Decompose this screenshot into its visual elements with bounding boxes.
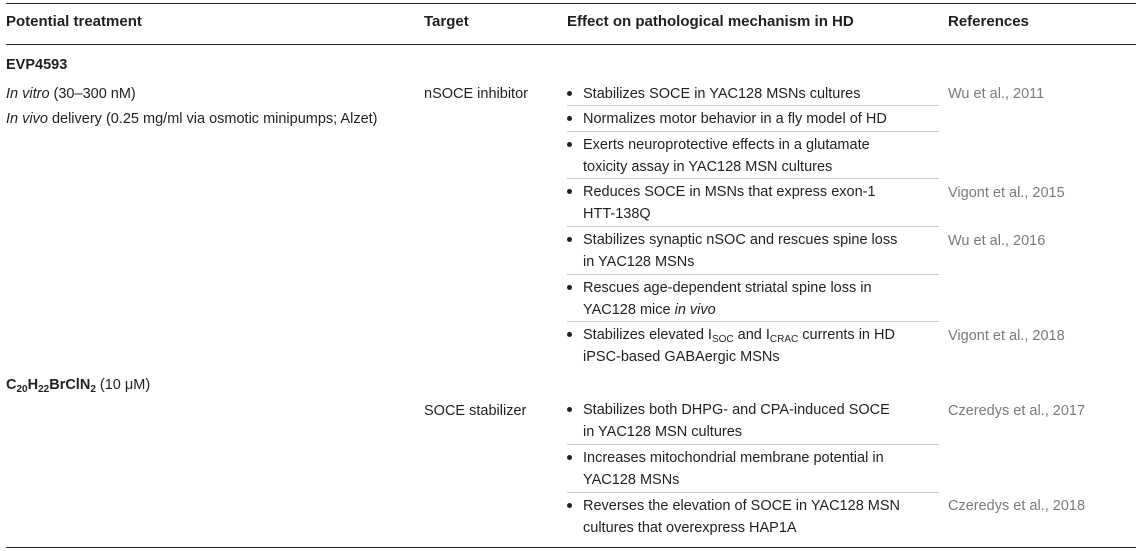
effect-italic: in vivo xyxy=(674,302,716,318)
effect-text: YAC128 MSNs xyxy=(583,472,680,488)
reference-vigont-2015: Vigont et al., 2015 xyxy=(948,185,1065,201)
formula-subscript: 20 xyxy=(16,384,28,395)
top-rule xyxy=(6,3,1136,4)
target-evp4593: nSOCE inhibitor xyxy=(424,86,528,102)
effect-separator xyxy=(567,444,939,445)
effect-text: Stabilizes synaptic nSOC and rescues spine loss xyxy=(583,232,898,248)
bullet-dot xyxy=(567,91,572,96)
effect-text: Stabilizes SOCE in YAC128 MSNs cultures xyxy=(583,86,861,102)
invitro-label: In vitro xyxy=(6,86,50,102)
reference-wu-2016: Wu et al., 2016 xyxy=(948,233,1046,249)
effect-separator xyxy=(567,226,939,227)
treatment-evp4593-invivo xyxy=(6,111,378,127)
header-treatment: Potential treatment xyxy=(6,13,142,30)
bullet-dot xyxy=(567,332,572,337)
bullet-dot xyxy=(567,503,572,508)
effect-text: currents in HD xyxy=(798,327,895,343)
compound-dose: (10 μM) xyxy=(95,377,151,393)
formula-part: BrClN xyxy=(49,377,91,393)
icrac-subscript: CRAC xyxy=(769,334,799,345)
effect-text: Reduces SOCE in MSNs that express exon-1 xyxy=(583,184,876,200)
formula-part: H xyxy=(27,377,39,393)
bullet-dot xyxy=(567,407,572,412)
effect-separator xyxy=(567,178,939,179)
invivo-label: In vivo xyxy=(6,111,48,127)
header-target: Target xyxy=(424,13,469,30)
effect-separator xyxy=(567,492,939,493)
reference-czeredys-2017: Czeredys et al., 2017 xyxy=(948,403,1086,419)
effect-text: HTT-138Q xyxy=(583,206,651,222)
effect-text: toxicity assay in YAC128 MSN cultures xyxy=(583,159,833,175)
effect-text: Stabilizes both DHPG- and CPA-induced SOCE xyxy=(583,402,890,418)
effect-text: Reverses the elevation of SOCE in YAC128 MSN xyxy=(583,498,901,514)
effect-text: Normalizes motor behavior in a fly model of HD xyxy=(583,111,887,127)
effect-text: cultures that overexpress HAP1A xyxy=(583,520,797,536)
bullet-dot xyxy=(567,285,572,290)
bullet-dot xyxy=(567,237,572,242)
effect-separator xyxy=(567,131,939,132)
bullet-dot xyxy=(567,142,572,147)
invivo-delivery: delivery (0.25 mg/ml via osmotic minipumps; Alzet) xyxy=(47,111,378,127)
compound-formula xyxy=(6,377,96,393)
header-rule xyxy=(6,44,1136,45)
effect-text: YAC128 mice xyxy=(583,302,675,318)
target-c20h22brcln2: SOCE stabilizer xyxy=(424,403,527,419)
effect-text: Stabilizes elevated I xyxy=(583,327,712,343)
effect-text: Exerts neuroprotective effects in a glutamate xyxy=(583,137,870,153)
effect-separator xyxy=(567,274,939,275)
reference-czeredys-2018: Czeredys et al., 2018 xyxy=(948,498,1086,514)
header-references: References xyxy=(948,13,1029,30)
reference-vigont-2018: Vigont et al., 2018 xyxy=(948,328,1065,344)
effect-text: in YAC128 MSNs xyxy=(583,254,695,270)
effect-text-wrap xyxy=(583,324,895,346)
effect-text: Increases mitochondrial membrane potential in xyxy=(583,450,884,466)
effect-text-wrap xyxy=(583,299,716,321)
bullet-dot xyxy=(567,116,572,121)
isoc-subscript: SOC xyxy=(711,334,734,345)
effect-text: in YAC128 MSN cultures xyxy=(583,424,743,440)
formula-subscript: 22 xyxy=(38,384,50,395)
effect-text: Rescues age-dependent striatal spine loss in xyxy=(583,280,872,296)
header-effect: Effect on pathological mechanism in HD xyxy=(567,13,854,30)
formula-subscript: 2 xyxy=(90,384,96,395)
effect-separator xyxy=(567,105,939,106)
treatment-evp4593-name: EVP4593 xyxy=(6,57,68,73)
invitro-dose: (30–300 nM) xyxy=(49,86,136,102)
reference-wu-2011: Wu et al., 2011 xyxy=(948,86,1045,102)
treatment-evp4593-invitro xyxy=(6,86,136,102)
bullet-dot xyxy=(567,189,572,194)
treatment-c20h22brcln2 xyxy=(6,377,150,393)
formula-part: C xyxy=(6,377,17,393)
bottom-rule xyxy=(6,547,1136,548)
bullet-dot xyxy=(567,455,572,460)
effect-text: and I xyxy=(733,327,770,343)
effect-text: iPSC-based GABAergic MSNs xyxy=(583,349,780,365)
effect-separator xyxy=(567,321,939,322)
